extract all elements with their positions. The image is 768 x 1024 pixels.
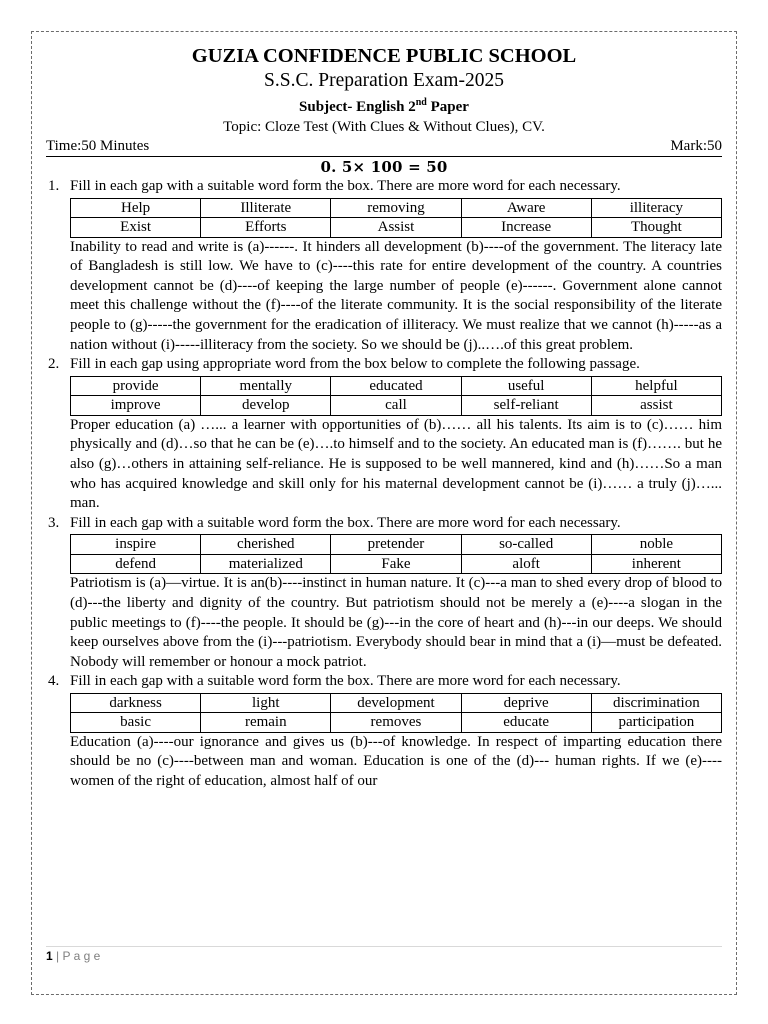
word-box-cell: deprive — [461, 693, 591, 713]
word-box — [70, 534, 722, 574]
word-box-cell: useful — [461, 376, 591, 396]
word-box-cell: improve — [71, 396, 201, 416]
word-box-row — [71, 396, 722, 416]
instruction-text: Fill in each gap using appropriate word from the box below to complete the following passage. — [70, 356, 640, 373]
word-box-row — [71, 693, 722, 713]
word-box-container — [46, 198, 722, 238]
instruction-text: Fill in each gap with a suitable word form the box. There are more word for each necessary. — [70, 178, 621, 194]
subject-suffix: Paper — [426, 99, 469, 115]
word-box-cell: Aware — [461, 198, 591, 218]
word-box-cell: inspire — [71, 535, 201, 555]
word-box-cell: Help — [71, 198, 201, 218]
question-number: 3. — [48, 514, 60, 531]
mark-label: Mark:50 — [670, 138, 722, 154]
word-box-cell: materialized — [201, 554, 331, 574]
word-box-cell: light — [201, 693, 331, 713]
page-number: 1 — [46, 949, 53, 963]
instruction-text: Fill in each gap with a suitable word form the box. There are more word for each necessary. — [70, 514, 621, 531]
word-box-cell: provide — [71, 376, 201, 396]
instruction-text: Fill in each gap with a suitable word form the box. There are more word for each necessary. — [70, 673, 621, 690]
word-box-cell: self-reliant — [461, 396, 591, 416]
cloze-passage: Patriotism is (a)—virtue. It is an(b)----instinct in human nature. It (c)---a man to shed every drop of blood to (d)---the liberty and dignity of the country. But patriotism should not be merely a (e)----a slogan in the public meetings to (f)----the people. It should be (g)---in the core of heart and (h)---in our deeps. We should keep ourselves above from the (i)---patriotism. Everybody should bear in mind that a (i)—must be defeated. Nobody will remember or honour a mock patriot. — [70, 575, 722, 670]
word-box-cell: illiteracy — [591, 198, 721, 218]
word-box-row — [71, 376, 722, 396]
word-box-cell: develop — [201, 396, 331, 416]
school-name: GUZIA CONFIDENCE PUBLIC SCHOOL — [191, 45, 577, 67]
word-box-cell: Assist — [331, 218, 461, 238]
footer-separator: | — [52, 949, 63, 963]
word-box-cell: so-called — [461, 535, 591, 555]
word-box-cell: noble — [591, 535, 721, 555]
word-box-cell: educate — [461, 713, 591, 733]
marks-formula: 𝟎. 𝟓× 𝟏𝟎𝟎 = 𝟓𝟎 — [320, 158, 448, 176]
word-box-cell: discrimination — [591, 693, 721, 713]
word-box-row — [71, 554, 722, 574]
word-box — [70, 693, 722, 733]
topic-line: Topic: Cloze Test (With Clues & Without Clues), CV. — [223, 119, 545, 135]
word-box-container — [46, 693, 722, 733]
cloze-passage: Education (a)----our ignorance and gives us (b)---of knowledge. In respect of imparting education there should be no (c)----between man and woman. Education is one of the (d)--- human rights. If we (e)----women of the right of education, almost half of our — [70, 733, 722, 790]
word-box-cell: participation — [591, 713, 721, 733]
question-list — [46, 177, 722, 792]
word-box-cell: Illiterate — [201, 198, 331, 218]
exam-title: S.S.C. Preparation Exam-2025 — [264, 70, 504, 91]
word-box — [70, 198, 722, 238]
word-box-cell: removes — [331, 713, 461, 733]
word-box-row — [71, 535, 722, 555]
word-box-cell: defend — [71, 554, 201, 574]
word-box-container — [46, 534, 722, 574]
question-number: 4. — [48, 673, 60, 690]
word-box-cell: pretender — [331, 535, 461, 555]
subject-superscript: nd — [415, 97, 427, 108]
cloze-passage: Proper education (a) …... a learner with opportunities of (b)…… all his talents. Its aim is to (c)…… him physically and (d)…so that he can be (e)….to himself and to the society. An educated man is (f)……. but he also (g)…others in attaining self-reliance. He is supposed to be well mannered, kind and (h)……So a man who has acquired knowledge and skill only for his maternal development cannot be (i)…… a truly (j)…... man. — [70, 416, 722, 512]
page-footer — [46, 946, 722, 963]
word-box-cell: assist — [591, 396, 721, 416]
word-box-row — [71, 218, 722, 238]
question-instruction — [46, 355, 722, 375]
word-box-cell: Increase — [461, 218, 591, 238]
word-box-cell: inherent — [591, 554, 721, 574]
word-box-cell: cherished — [201, 535, 331, 555]
question-number: 1. — [48, 178, 60, 194]
question-instruction — [46, 177, 722, 197]
word-box-cell: Exist — [71, 218, 201, 238]
word-box-cell: darkness — [71, 693, 201, 713]
page-label: P a g e — [62, 949, 101, 963]
word-box-row — [71, 713, 722, 733]
question-instruction — [46, 514, 722, 534]
word-box-cell: development — [331, 693, 461, 713]
word-box-cell: mentally — [201, 376, 331, 396]
word-box — [70, 376, 722, 416]
cloze-passage: Inability to read and write is (a)------. It hinders all development (b)----of the government. The literacy late of Bangladesh is still low. We have to (c)----this rate for entire development of the country. A countries development cannot be (d)----of keeping the large number of people (e)------. Government alone cannot meet this challenge without the (f)----of the literate community. It is the social responsibility of the literate people to (g)-----the government for the eradication of illiteracy. We must realize that we cannot (h)-----as a nation without (i)-----illiteracy from the society. So we should be (j)..….of this great problem. — [70, 238, 722, 353]
subject-line — [46, 93, 722, 117]
word-box-cell: aloft — [461, 554, 591, 574]
question-number: 2. — [48, 356, 60, 373]
time-mark-row — [46, 137, 722, 157]
word-box-cell: Fake — [331, 554, 461, 574]
word-box-cell: helpful — [591, 376, 721, 396]
word-box-cell: call — [331, 396, 461, 416]
subject-prefix: Subject- English 2 — [299, 99, 416, 115]
word-box-row — [71, 198, 722, 218]
word-box-container — [46, 376, 722, 416]
exam-sheet — [46, 44, 722, 792]
word-box-cell: Thought — [591, 218, 721, 238]
word-box-cell: basic — [71, 713, 201, 733]
word-box-cell: educated — [331, 376, 461, 396]
word-box-cell: removing — [331, 198, 461, 218]
word-box-cell: Efforts — [201, 218, 331, 238]
time-label: Time:50 Minutes — [46, 138, 150, 154]
word-box-cell: remain — [201, 713, 331, 733]
question-instruction — [46, 672, 722, 692]
